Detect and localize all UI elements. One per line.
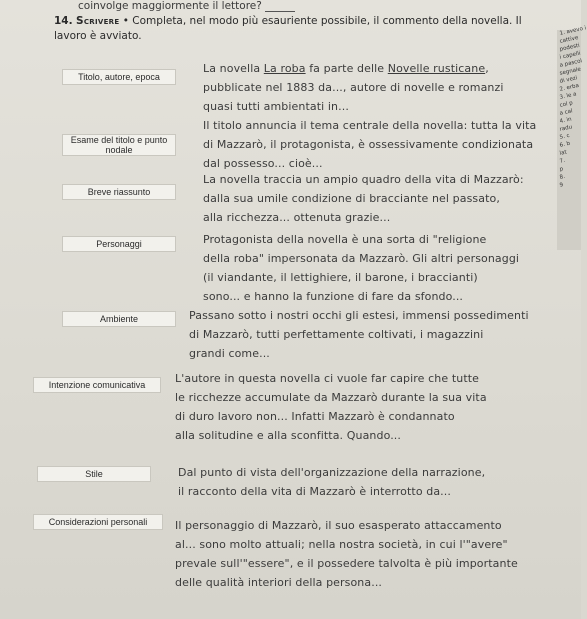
handwritten-line: La novella traccia un ampio quadro della vita di Mazzarò:: [203, 173, 524, 186]
label-text: Considerazioni personali: [48, 517, 148, 527]
handwritten-line: pubblicate nel 1883 da..., autore di novelle e romanzi: [203, 81, 504, 94]
handwritten-line: prevale sull'"essere", e il possedere talvolta è più importante: [175, 557, 518, 570]
margin-note: di vezi: [559, 75, 578, 85]
handwritten-line: le ricchezze accumulate da Mazzarò durante la sua vita: [175, 391, 487, 404]
handwritten-line: sono... e hanno la funzione di fare da sfondo...: [203, 290, 464, 303]
handwritten-line: (il viandante, il lettighiere, il barone, i braccianti): [203, 271, 478, 284]
margin-note: 6. b: [559, 140, 571, 149]
handwritten-line: alla ricchezza... ottenuta grazie...: [203, 211, 391, 224]
margin-note: cattive: [559, 35, 579, 45]
margin-note: a pascol: [559, 58, 583, 69]
handwritten-line: delle qualità interiori della persona...: [175, 576, 383, 589]
label-personaggi: [62, 236, 176, 252]
label-titolo-autore: [62, 69, 176, 85]
handwritten-line: il racconto della vita di Mazzarò è interrotto da...: [178, 485, 451, 498]
margin-note: 3. le a: [559, 91, 578, 101]
previous-question-text: coinvolge maggiormente il lettore?: [78, 0, 262, 12]
exercise-heading: [54, 14, 524, 44]
label-considerazioni-personali: [33, 514, 163, 530]
label-breve-riassunto: [62, 184, 176, 200]
margin-note: 1. avevo i: [559, 25, 587, 37]
label-text: Titolo, autore, epoca: [78, 72, 160, 82]
handwritten-line: L'autore in questa novella ci vuole far capire che tutte: [175, 372, 480, 385]
underlined-title: La roba: [263, 62, 306, 75]
label-text: Esame del titolo e punto nodale: [70, 135, 168, 155]
margin-note: p: [559, 166, 564, 173]
label-text: Personaggi: [96, 239, 142, 249]
label-esame-titolo: [62, 134, 176, 156]
label-text: Breve riassunto: [87, 187, 151, 197]
margin-note: 9: [559, 182, 564, 189]
handwritten-line: dalla sua umile condizione di bracciante nel passato,: [203, 192, 500, 205]
previous-question-line: [78, 0, 295, 12]
margin-note: radu: [559, 124, 573, 133]
handwritten-line: La novella La roba fa parte delle Novelle rusticane,: [203, 62, 489, 75]
handwritten-line: Passano sotto i nostri occhi gli estesi, immensi possedimenti: [189, 309, 529, 322]
margin-note: a cal: [559, 108, 574, 117]
margin-note: segnale: [559, 66, 582, 77]
exercise-number: 14.: [54, 15, 73, 27]
exercise-instruction: • Completa, nel modo più esauriente possibile, il commento della novella. Il lavoro è avviato.: [54, 15, 522, 42]
handwritten-line: alla solitudine e alla sconfitta. Quando...: [175, 429, 401, 442]
label-text: Ambiente: [99, 314, 139, 324]
handwritten-line: quasi tutti ambientati in...: [203, 100, 349, 113]
margin-note: col p: [559, 100, 574, 109]
margin-note: 7.: [559, 157, 566, 165]
handwritten-line: di Mazzarò, il protagonista, è ossessivamente condizionata: [203, 138, 534, 151]
handwritten-line: dal possesso... cioè...: [203, 157, 323, 170]
label-text: Intenzione comunicativa: [48, 380, 146, 390]
margin-note: lat: [559, 149, 568, 157]
margin-note: podesti: [559, 42, 581, 53]
margin-note: 8.: [559, 173, 566, 181]
label-intenzione-comunicativa: [33, 377, 161, 393]
handwritten-line: Dal punto di vista dell'organizzazione della narrazione,: [178, 466, 486, 479]
handwritten-line: di Mazzarò, tutti perfettamente coltivati, i magazzini: [189, 328, 484, 341]
label-stile: [37, 466, 151, 482]
handwritten-line: di duro lavoro non... Infatti Mazzarò è condannato: [175, 410, 455, 423]
underlined-collection: Novelle rusticane: [387, 62, 486, 75]
handwritten-line: Protagonista della novella è una sorta di "religione: [203, 233, 487, 246]
handwritten-line: al... sono molto attuali; nella nostra società, in cui l'"avere": [175, 538, 508, 551]
answer-blank: [265, 1, 295, 12]
margin-note: 5. c: [559, 132, 571, 141]
margin-note: i capelli: [559, 50, 582, 61]
handwritten-line: della roba" impersonata da Mazzarò. Gli altri personaggi: [203, 252, 520, 265]
margin-note: 2. erba: [559, 82, 580, 93]
margin-note: 4. in: [559, 116, 573, 125]
label-text: Stile: [85, 469, 103, 479]
label-ambiente: [62, 311, 176, 327]
handwritten-line: Il titolo annuncia il tema centrale della novella: tutta la vita: [203, 119, 537, 132]
exercise-verb: Scrivere: [75, 15, 120, 27]
margin-notes-strip: [557, 25, 587, 250]
handwritten-line: Il personaggio di Mazzarò, il suo esasperato attaccamento: [175, 519, 502, 532]
handwritten-line: grandi come...: [189, 347, 270, 360]
